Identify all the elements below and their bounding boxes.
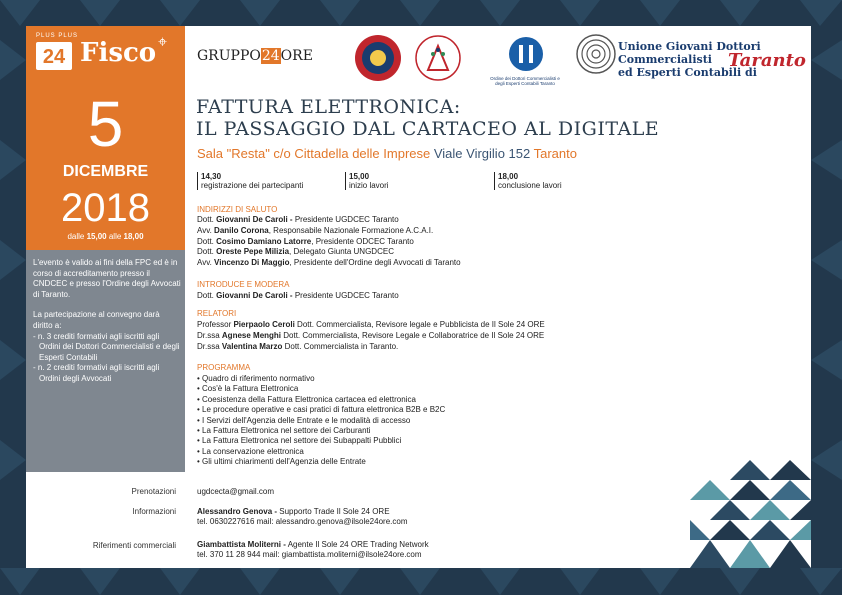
programma-list: [197, 374, 445, 468]
modera-line: Dott. Giovanni De Caroli - Presidente UGDCEC Taranto: [197, 291, 399, 300]
saluto-list: [197, 215, 461, 269]
list-item: Dr.ssa Valentina Marzo Dott. Commercialista in Taranto.: [197, 341, 399, 351]
credits-item: - n. 2 crediti formativi agli iscritti agli Ordini degli Avvocati: [33, 363, 160, 383]
ordine-caption: Ordine dei Dottori Commercialisti e degli Esperti Contabili Taranto: [490, 76, 560, 86]
list-item: • I Servizi dell'Agenzia delle Entrate e le modalità di accesso: [197, 415, 411, 425]
list-item: • Cos'è la Fattura Elettronica: [197, 384, 299, 394]
sidebar-text: [33, 258, 181, 385]
info-contact: Alessandro Genova - Supporto Trade Il Sole 24 ORE tel. 0630227616 mail: alessandro.genova@ilsole24ore.com: [197, 507, 408, 526]
list-item: Avv. Danilo Corona, Responsabile Nazionale Formazione A.C.A.I.: [197, 225, 434, 235]
logo-24: 24: [36, 42, 72, 70]
list-item: Dott. Oreste Pepe Milizia, Delegato Giunta UNGDCEC: [197, 247, 394, 257]
event-venue: Sala "Resta" c/o Cittadella delle Imprese Viale Virgilio 152 Taranto: [197, 146, 577, 161]
maze-seal-icon: [576, 34, 616, 74]
accreditation-text: L'evento è valido ai fini della FPC ed è in corso di accreditamento presso il CNDCEC e presso l'Ordine degli Avvocati di Taranto.: [33, 258, 181, 299]
list-item: • Coesistenza della Fattura Elettronica cartacea ed elettronica: [197, 394, 416, 404]
event-day: 5: [87, 88, 124, 160]
event-time: dalle 15,00 alle 18,00: [67, 232, 144, 241]
credits-item: - n. 3 crediti formativi agli iscritti agli Ordini dei Dottori Commercialisti e degli Esperti Contabili: [33, 331, 180, 362]
saluto-heading: INDIRIZZI DI SALUTO: [197, 205, 278, 214]
schedule-item: 14,30 registrazione dei partecipanti: [197, 172, 303, 190]
list-item: • La conservazione elettronica: [197, 446, 304, 456]
commercial-contact-details[interactable]: tel. 370 11 28 944 mail: giambattista.moliterni@ilsole24ore.com: [197, 550, 422, 559]
info-contact-details[interactable]: tel. 0630227616 mail: alessandro.genova@ilsole24ore.com: [197, 517, 408, 526]
label-prenotazioni: Prenotazioni: [131, 487, 176, 496]
event-month: DICEMBRE: [62, 163, 149, 180]
list-item: Professor Pierpaolo Ceroli Dott. Commercialista, Revisore legale e Pubblicista de Il Sole 24 ORE: [197, 320, 545, 329]
fisco-logo: Fisco: [80, 38, 157, 68]
triangle-decoration: [690, 460, 811, 568]
list-item: Dott. Cosimo Damiano Latorre, Presidente ODCEC Taranto: [197, 236, 414, 246]
event-year: 2018: [61, 186, 150, 230]
credits-intro: La partecipazione al convegno darà diritto a:: [33, 310, 160, 330]
list-item: • Gli ultimi chiarimenti dell'Agenzia delle Entrate: [197, 457, 366, 467]
association-seal-icon: [414, 34, 462, 82]
schedule-item: 15,00 inizio lavori: [345, 172, 389, 190]
list-item: • La Fattura Elettronica nel settore dei Carburanti: [197, 426, 371, 436]
list-item: • Quadro di riferimento normativo: [197, 374, 315, 383]
ugdc-city: Taranto: [728, 50, 806, 71]
relatori-list: [197, 320, 545, 352]
event-title: FATTURA ELETTRONICA: IL PASSAGGIO DAL CARTACEO AL DIGITALE: [196, 96, 660, 140]
schedule-item: 18,00 conclusione lavori: [494, 172, 562, 190]
relatori-heading: RELATORI: [197, 309, 237, 318]
list-item: • Le procedure operative e casi pratici di fattura elettronica B2B e B2C: [197, 405, 446, 415]
modera-heading: INTRODUCE E MODERA: [197, 280, 290, 289]
booking-email[interactable]: ugdcecta@gmail.com: [197, 487, 275, 496]
list-item: Dott. Giovanni De Caroli - Presidente UGDCEC Taranto: [197, 215, 399, 224]
programma-heading: PROGRAMMA: [197, 363, 251, 372]
list-item: Dr.ssa Agnese Menghi Dott. Commercialista, Revisore Legale e Collaboratrice de Il Sole 24 ORE: [197, 330, 545, 340]
label-riferimenti: Riferimenti commerciali: [92, 541, 176, 550]
crosshair-icon: ⌖: [158, 34, 168, 51]
plus-plus-text: PLUS PLUS: [36, 33, 79, 39]
odcec-logo-icon: [508, 36, 544, 72]
gruppo24ore-logo: GRUPPO24ORE: [197, 48, 313, 64]
list-item: Avv. Vincenzo Di Maggio, Presidente dell'Ordine degli Avvocati di Taranto: [197, 258, 461, 268]
list-item: • La Fattura Elettronica nel settore dei Subappalti Pubblici: [197, 436, 402, 446]
label-informazioni: Informazioni: [132, 507, 176, 516]
commercial-contact: Giambattista Moliterni - Agente Il Sole 24 ORE Trading Network tel. 370 11 28 944 mail: giambattista.moliterni@ilsole24ore.com: [197, 540, 429, 559]
notaries-seal-icon: [354, 34, 402, 82]
ugdc-name: Unione Giovani Dottori Commercialisti ed Esperti Contabili di: [618, 40, 761, 79]
